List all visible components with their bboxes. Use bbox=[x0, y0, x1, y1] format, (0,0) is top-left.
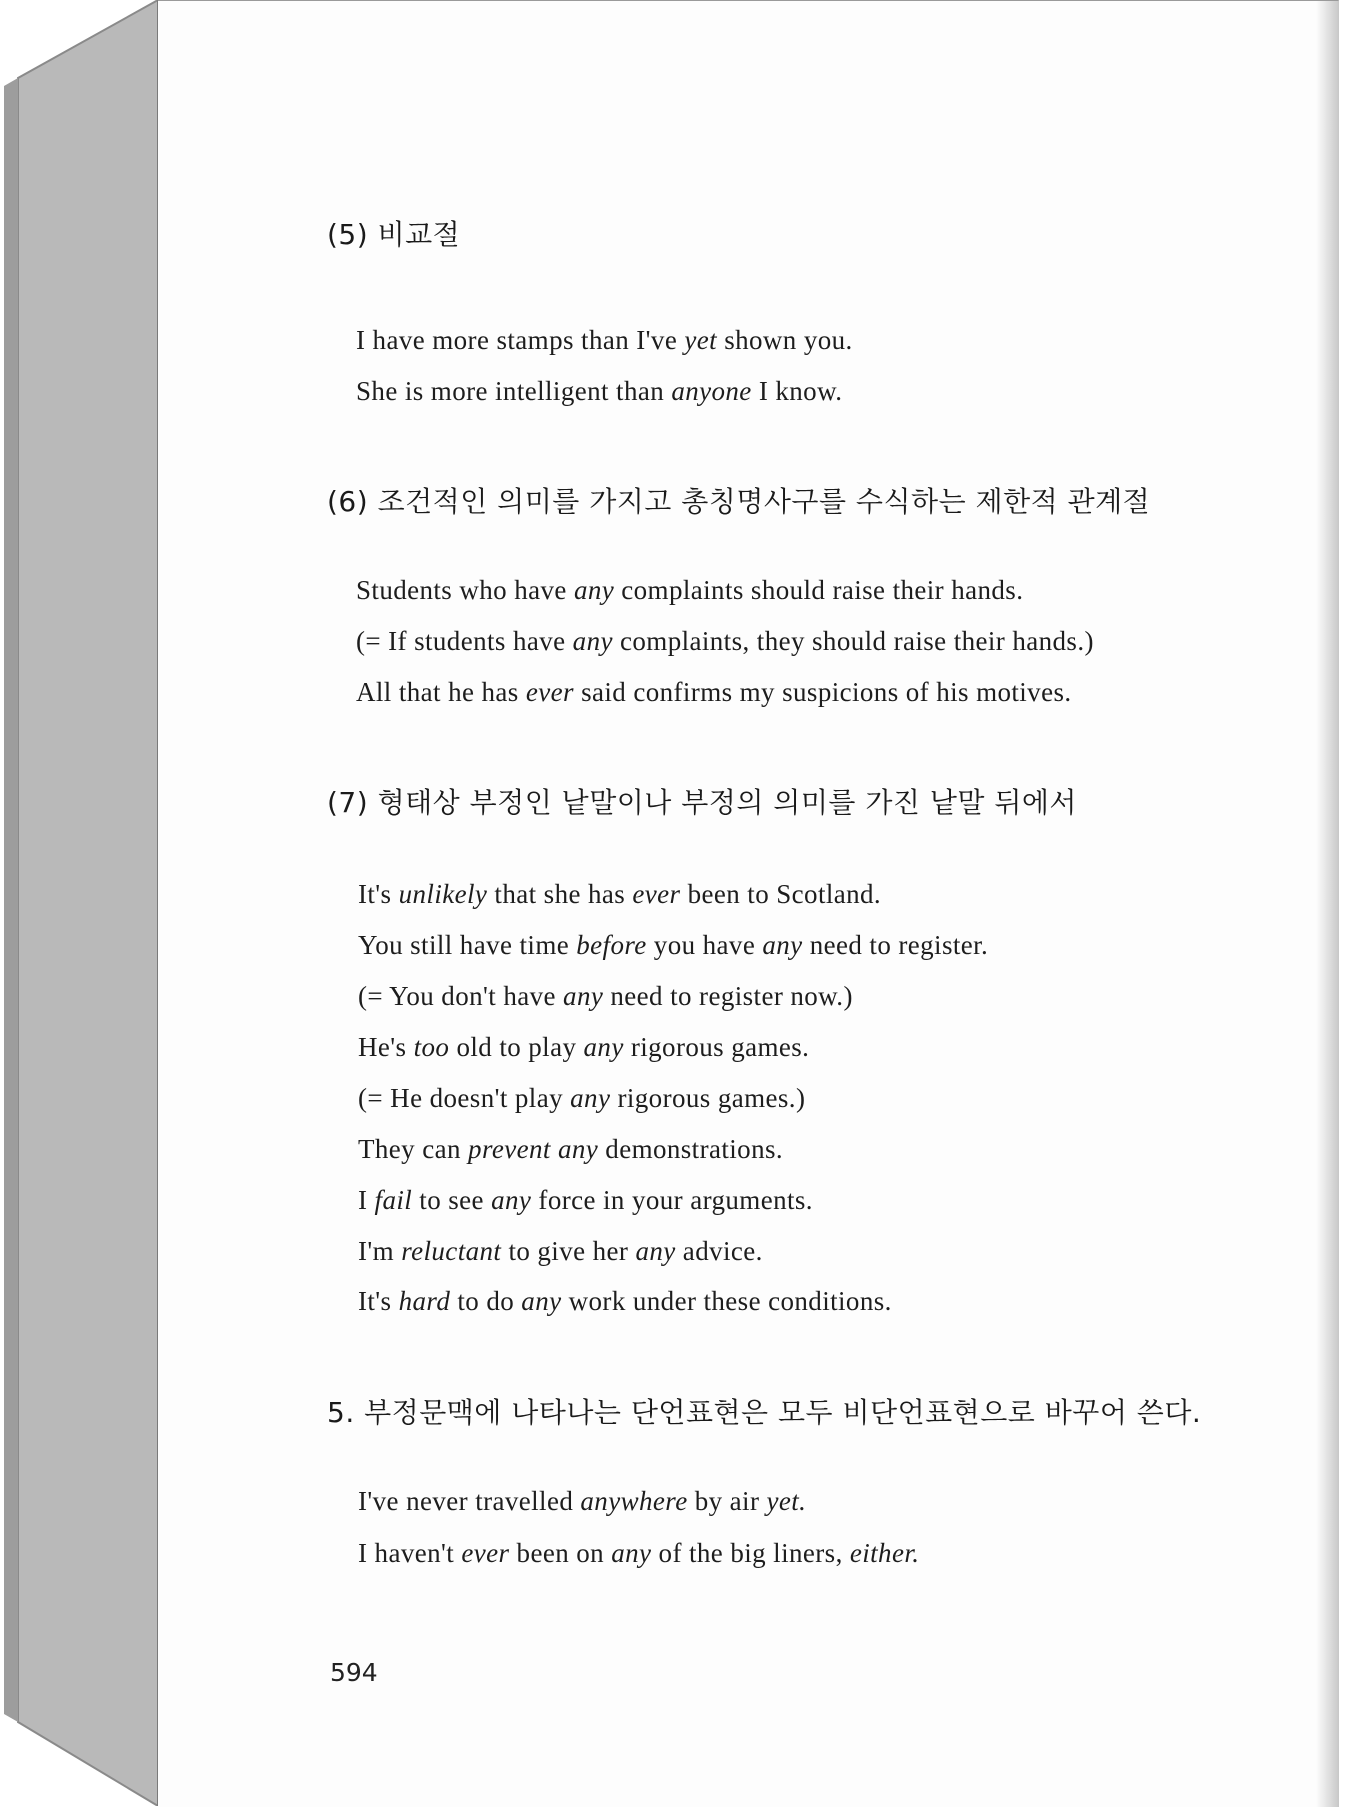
italic-term: unlikely bbox=[398, 879, 488, 909]
sentence-text: (= You don't have bbox=[358, 981, 564, 1011]
italic-term: any bbox=[573, 575, 615, 605]
italic-term: any bbox=[491, 1185, 532, 1215]
sentence-text: They can bbox=[358, 1134, 469, 1164]
sentence-text: force in your arguments. bbox=[531, 1185, 813, 1215]
example-sentence bbox=[358, 1538, 919, 1569]
section-heading: (5) 비교절 bbox=[327, 218, 461, 251]
sentence-text: by air bbox=[687, 1486, 767, 1516]
italic-term: hard bbox=[398, 1286, 451, 1316]
italic-term: yet bbox=[684, 325, 718, 355]
italic-term: anywhere bbox=[580, 1486, 688, 1516]
sentence-text: You still have time bbox=[358, 930, 577, 960]
sentence-text: shown you. bbox=[717, 325, 853, 355]
italic-term: yet. bbox=[766, 1486, 807, 1516]
italic-term: ever bbox=[461, 1538, 510, 1568]
italic-term: either. bbox=[849, 1538, 920, 1568]
sentence-text: complaints, they should raise their hands.) bbox=[612, 626, 1094, 656]
section-heading: (7) 형태상 부정인 낱말이나 부정의 의미를 가진 낱말 뒤에서 bbox=[327, 786, 1077, 819]
sentence-text: I haven't bbox=[358, 1538, 462, 1568]
sentence-text: to give her bbox=[501, 1236, 636, 1266]
example-sentence bbox=[356, 325, 853, 356]
sentence-text: All that he has bbox=[356, 677, 526, 707]
sentence-text: I know. bbox=[751, 376, 843, 406]
italic-term: ever bbox=[632, 879, 681, 909]
example-sentence bbox=[358, 981, 853, 1012]
sentence-text: to see bbox=[412, 1185, 492, 1215]
example-sentence bbox=[358, 1032, 809, 1063]
italic-term: any bbox=[572, 626, 613, 656]
italic-term: any bbox=[583, 1032, 624, 1062]
example-sentence bbox=[356, 575, 1023, 606]
example-sentence bbox=[358, 1236, 763, 1267]
italic-term: anyone bbox=[671, 376, 752, 406]
italic-term: any bbox=[570, 1083, 611, 1113]
italic-term: before bbox=[576, 930, 647, 960]
sentence-text: need to register. bbox=[802, 930, 989, 960]
italic-term: any bbox=[635, 1236, 676, 1266]
sentence-text: complaints should raise their hands. bbox=[614, 575, 1024, 605]
sentence-text: Students who have bbox=[356, 575, 574, 605]
sentence-text: been on bbox=[509, 1538, 612, 1568]
italic-term: fail bbox=[374, 1185, 413, 1215]
sentence-text: said confirms my suspicions of his motives. bbox=[573, 677, 1072, 707]
sentence-text: need to register now.) bbox=[603, 981, 853, 1011]
example-sentence bbox=[358, 1185, 813, 1216]
example-sentence bbox=[358, 930, 988, 961]
italic-term: any bbox=[611, 1538, 652, 1568]
sentence-text: I bbox=[358, 1185, 375, 1215]
sentence-text: to do bbox=[450, 1286, 522, 1316]
italic-term: too bbox=[413, 1032, 450, 1062]
example-sentence bbox=[358, 1486, 806, 1517]
sentence-text: demonstrations. bbox=[598, 1134, 784, 1164]
example-sentence bbox=[356, 626, 1094, 657]
sentence-text: work under these conditions. bbox=[561, 1286, 892, 1316]
sentence-text: It's bbox=[358, 879, 399, 909]
example-sentence bbox=[358, 879, 881, 910]
italic-term: prevent any bbox=[468, 1134, 599, 1164]
example-sentence bbox=[358, 1134, 783, 1165]
section-heading: 5. 부정문맥에 나타나는 단언표현은 모두 비단언표현으로 바꾸어 쓴다. bbox=[327, 1396, 1202, 1429]
section-heading: (6) 조건적인 의미를 가지고 총칭명사구를 수식하는 제한적 관계절 bbox=[327, 485, 1151, 518]
example-sentence bbox=[358, 1286, 892, 1317]
italic-term: any bbox=[762, 930, 803, 960]
sentence-text: He's bbox=[358, 1032, 414, 1062]
example-sentence bbox=[356, 376, 842, 407]
page-number: 594 bbox=[330, 1658, 378, 1687]
sentence-text: (= He doesn't play bbox=[358, 1083, 571, 1113]
sentence-text: you have bbox=[646, 930, 763, 960]
italic-term: any bbox=[521, 1286, 562, 1316]
italic-term: reluctant bbox=[401, 1236, 502, 1266]
sentence-text: rigorous games.) bbox=[610, 1083, 806, 1113]
example-sentence bbox=[356, 677, 1072, 708]
sentence-text: I'm bbox=[358, 1236, 402, 1266]
sentence-text: (= If students have bbox=[356, 626, 573, 656]
sentence-text: She is more intelligent than bbox=[356, 376, 672, 406]
sentence-text: that she has bbox=[487, 879, 633, 909]
example-sentence bbox=[358, 1083, 805, 1114]
page-edge-shadow bbox=[1316, 1, 1338, 1807]
sentence-text: been to Scotland. bbox=[680, 879, 882, 909]
book-spine bbox=[0, 0, 170, 1806]
sentence-text: I have more stamps than I've bbox=[356, 325, 685, 355]
sentence-text: I've never travelled bbox=[358, 1486, 581, 1516]
sentence-text: rigorous games. bbox=[623, 1032, 810, 1062]
sentence-text: of the big liners, bbox=[651, 1538, 850, 1568]
italic-term: any bbox=[563, 981, 604, 1011]
sentence-text: advice. bbox=[675, 1236, 763, 1266]
sentence-text: old to play bbox=[449, 1032, 584, 1062]
italic-term: ever bbox=[525, 677, 574, 707]
sentence-text: It's bbox=[358, 1286, 399, 1316]
